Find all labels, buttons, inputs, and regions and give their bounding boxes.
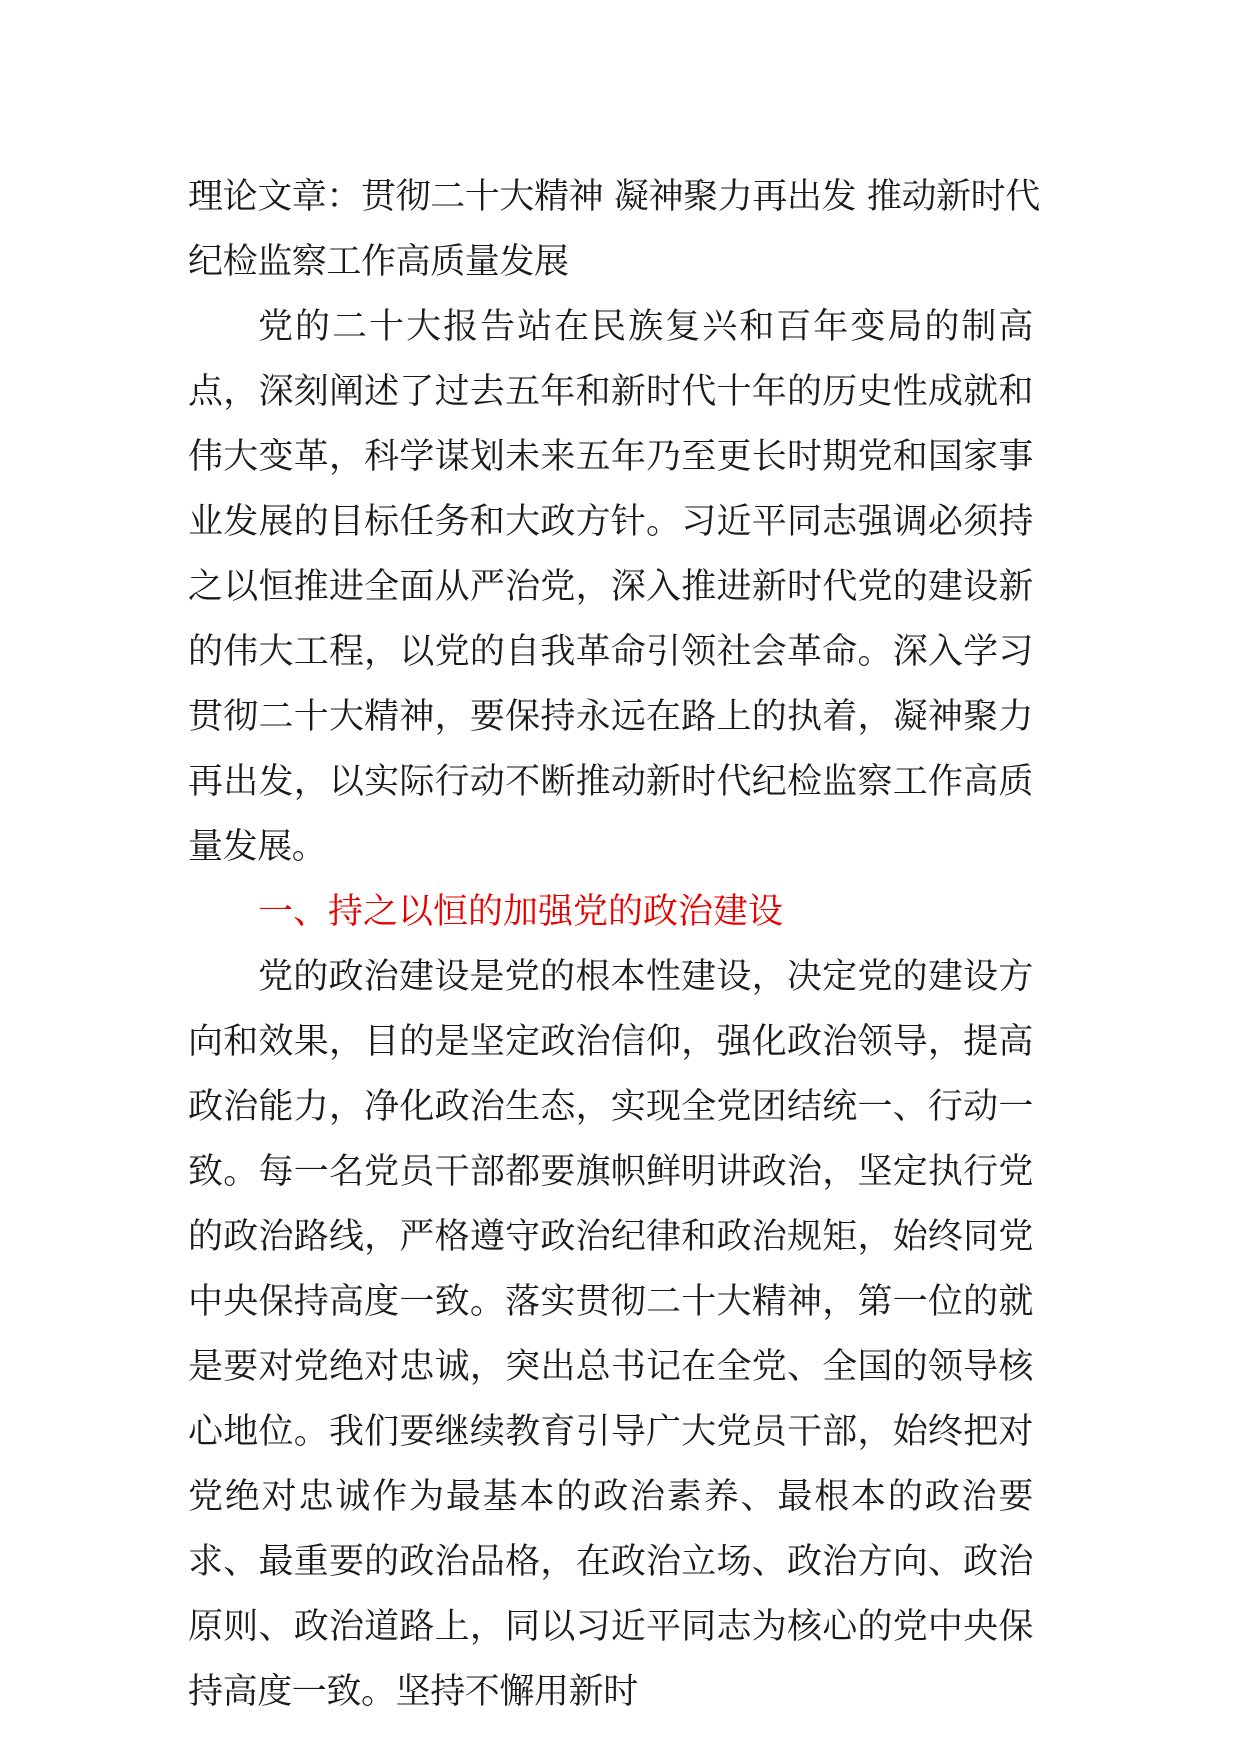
intro-paragraph: 党的二十大报告站在民族复兴和百年变局的制高点，深刻阐述了过去五年和新时代十年的历史性成就和伟大变革，科学谋划未来五年乃至更长时期党和国家事业发展的目标任务和大政方针。习近平同志强调必须持之以恒推进全面从严治党，深入推进新时代党的建设新的伟大工程，以党的自我革命引领社会革命。深入学习贯彻二十大精神，要保持永远在路上的执着，凝神聚力再出发，以实际行动不断推动新时代纪检监察工作高质量发展。 <box>188 307 1033 867</box>
section-paragraph: 党的政治建设是党的根本性建设，决定党的建设方向和效果，目的是坚定政治信仰，强化政治领导，提高政治能力，净化政治生态，实现全党团结统一、行动一致。每一名党员干部都要旗帜鲜明讲政治，坚定执行党的政治路线，严格遵守政治纪律和政治规矩，始终同党中央保持高度一致。落实贯彻二十大精神，第一位的就是要对党绝对忠诚，突出总书记在全党、全国的领导核心地位。我们要继续教育引导广大党员干部，始终把对党绝对忠诚作为最基本的政治素养、最根本的政治要求、最重要的政治品格，在政治立场、政治方向、政治原则、政治道路上，同以习近平同志为核心的党中央保持高度一致。坚持不懈用新时 <box>188 957 1033 1712</box>
section-heading: 一、持之以恒的加强党的政治建设 <box>258 892 784 932</box>
document-page <box>188 165 1058 1725</box>
document-title: 理论文章：贯彻二十大精神 凝神聚力再出发 推动新时代纪检监察工作高质量发展 <box>188 177 1040 282</box>
